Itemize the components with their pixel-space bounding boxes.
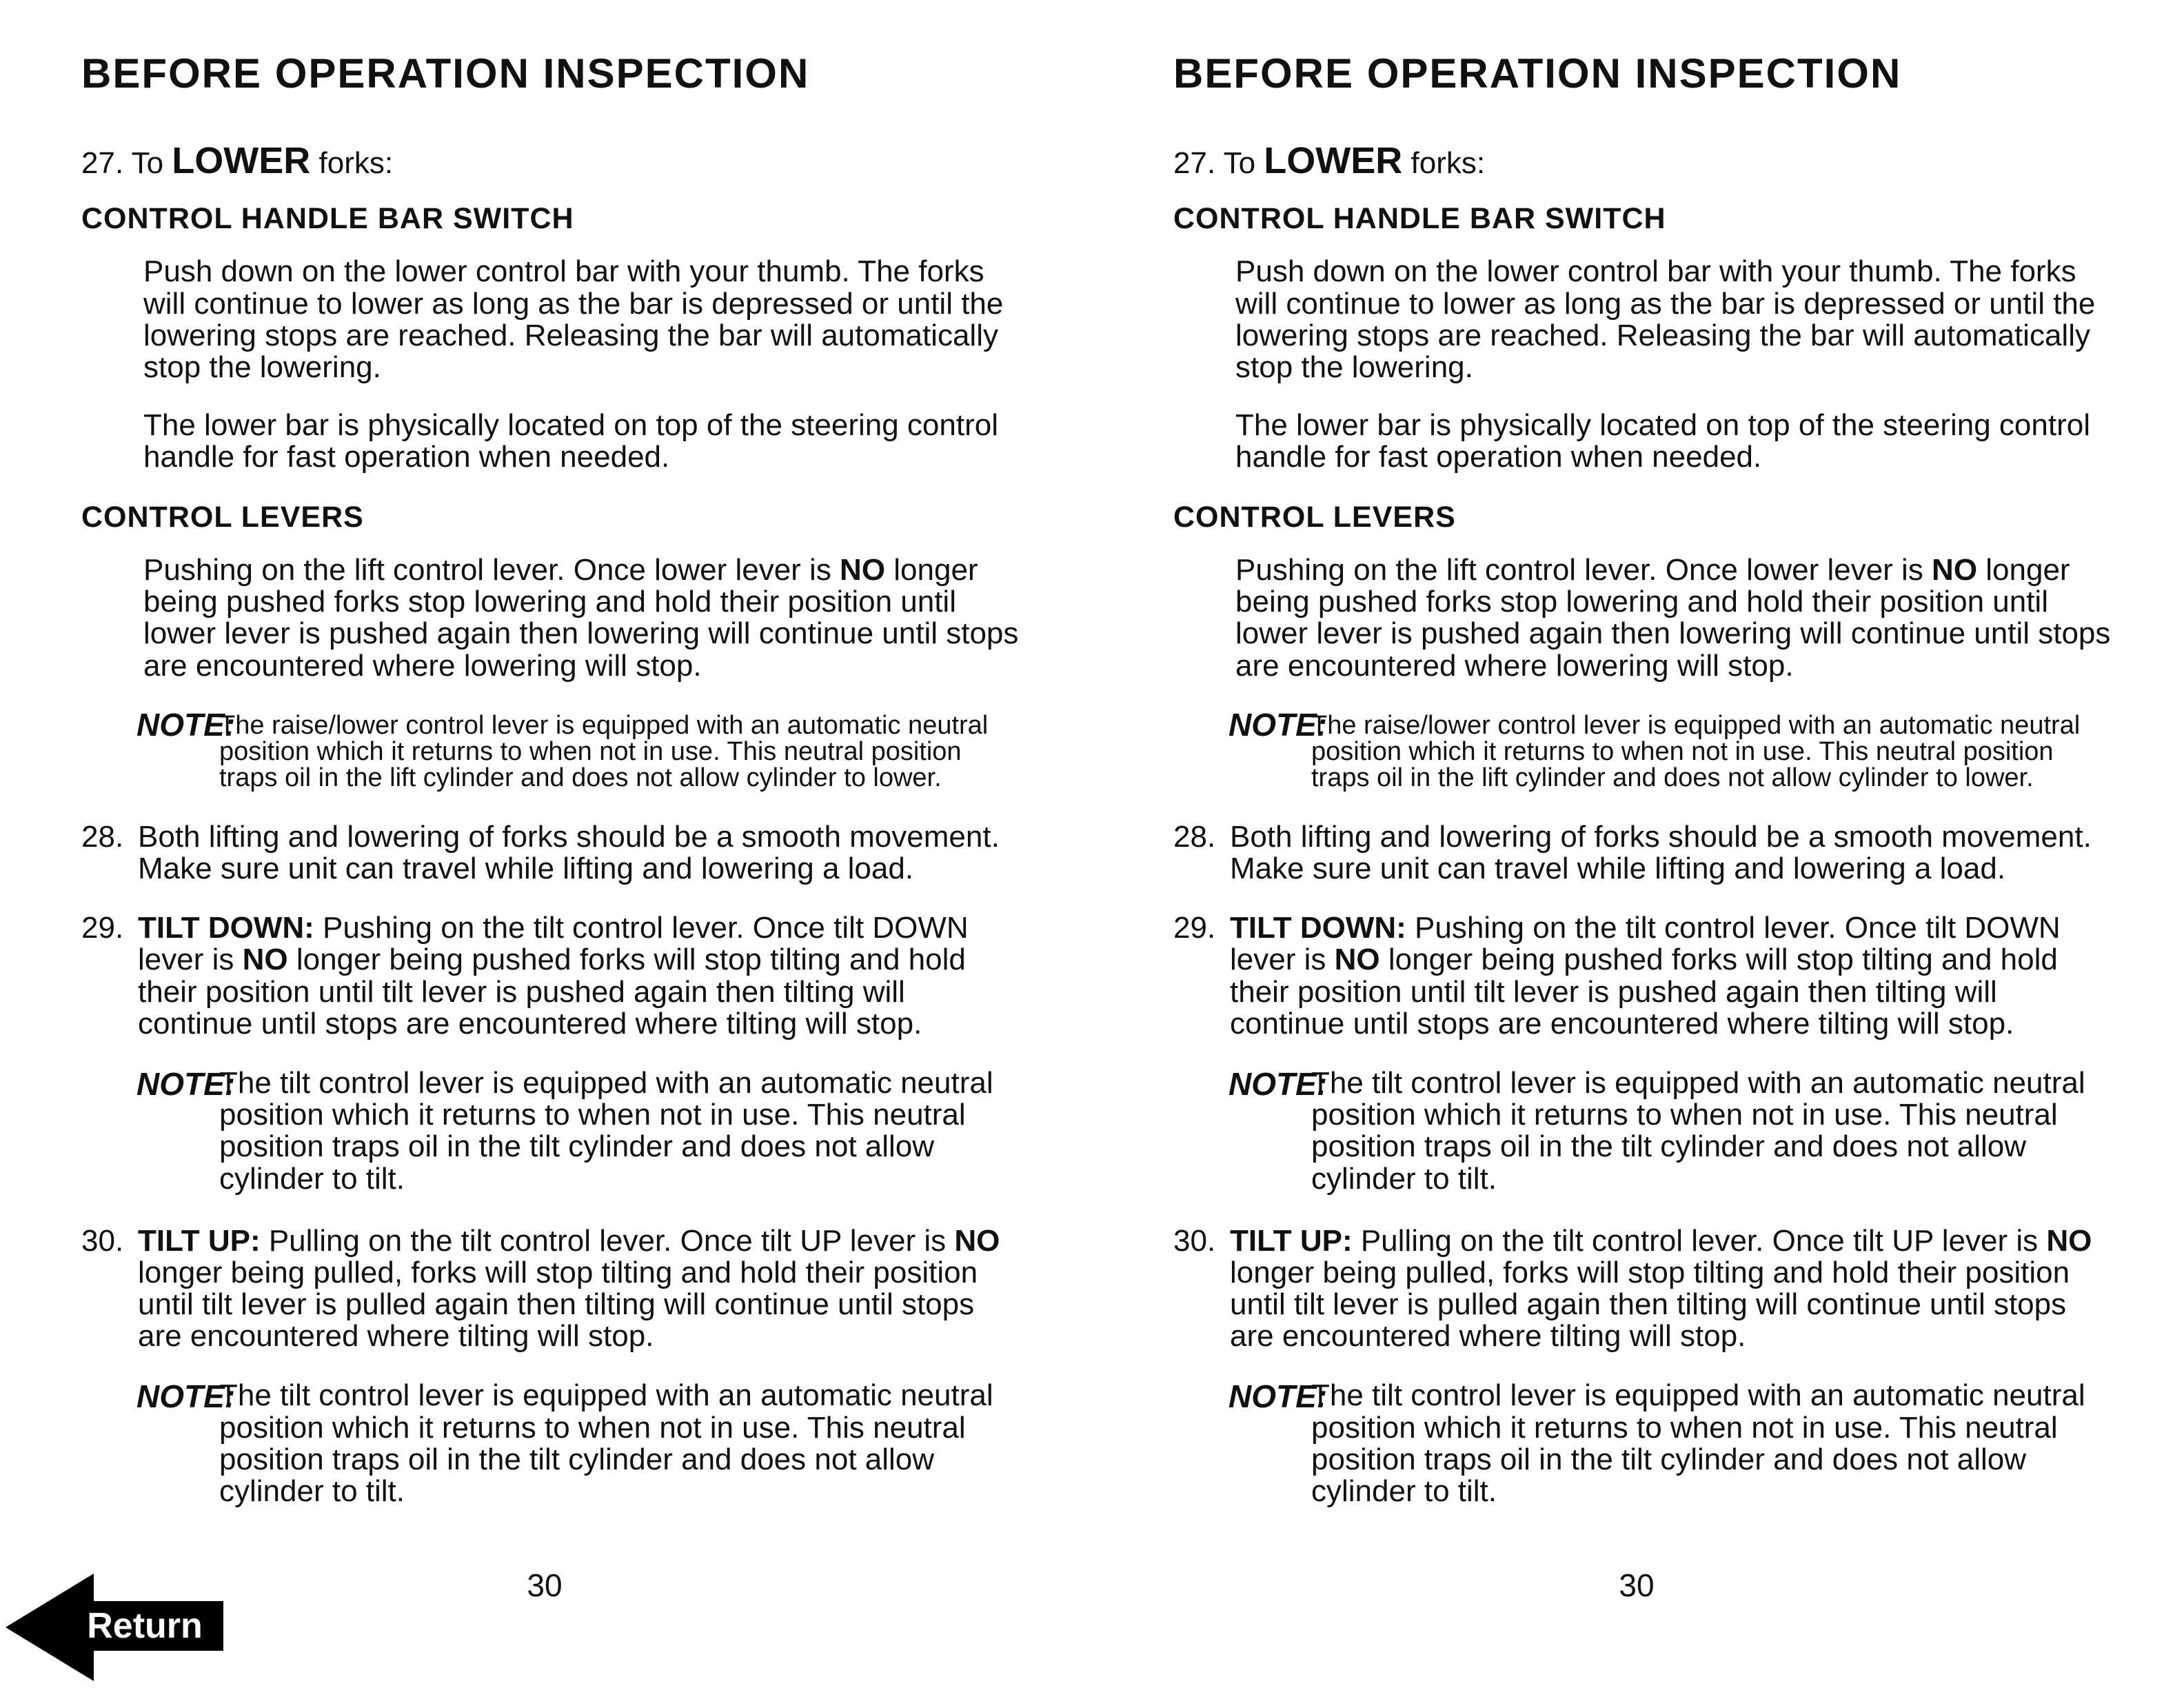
levers-text-b: longer being pushed forks stop lowering and hold their position until lower lever is pushed again then lowering will continue until stops are encountered where lowering will stop.	[143, 553, 1019, 683]
step-30-number: 30.	[81, 1223, 124, 1258]
step-27-lower: LOWER	[1264, 140, 1403, 181]
note-tilt-down-text: The tilt control lever is equipped with an automatic neutral position which it returns to when not in use. This neutral position traps oil in the tilt cylinder and does not allow cylinder to tilt.	[1311, 1065, 2085, 1196]
handle-bar-switch-heading: CONTROL HANDLE BAR SWITCH	[81, 201, 574, 235]
step-29-text-b: longer being pushed forks will stop tilting and hold their position until tilt lever is pushed again then tilting will continue until stops are encountered where tilting will stop.	[138, 943, 966, 1041]
step-28-number: 28.	[81, 819, 124, 854]
note-label: NOTE:	[1228, 706, 1328, 743]
right-page	[1092, 0, 2184, 1688]
step-29	[81, 912, 1033, 1040]
step-29-text-a: Pushing on the tilt control lever. Once tilt DOWN lever is	[1230, 911, 2061, 977]
step-27-suffix: forks:	[1402, 146, 1486, 180]
step-30-no: NO	[954, 1223, 1000, 1258]
step-29-text	[138, 912, 1033, 1040]
step-30-text	[138, 1225, 1033, 1353]
levers-no: NO	[840, 553, 886, 587]
handle-bar-switch-heading: CONTROL HANDLE BAR SWITCH	[1173, 201, 1666, 235]
return-button[interactable]	[6, 1574, 223, 1681]
note-lift	[81, 708, 1033, 791]
step-28	[1173, 821, 2125, 885]
step-30-no: NO	[2046, 1223, 2092, 1258]
step-30-text-a: Pulling on the tilt control lever. Once tilt UP lever is	[260, 1223, 955, 1258]
step-29-no: NO	[242, 943, 288, 977]
step-28-number: 28.	[1173, 819, 1216, 854]
tilt-up-label: TILT UP:	[1230, 1223, 1353, 1258]
page-number: 30	[1619, 1567, 1655, 1603]
step-30-text-a: Pulling on the tilt control lever. Once tilt UP lever is	[1352, 1223, 2047, 1258]
step-29-no: NO	[1334, 943, 1380, 977]
levers-no: NO	[1932, 553, 1978, 587]
step-27-prefix: 27. To	[1173, 146, 1264, 180]
return-label: Return	[87, 1606, 203, 1646]
step-28	[81, 821, 1033, 885]
note-label: NOTE:	[1228, 1065, 1328, 1102]
note-lift	[1173, 708, 2125, 791]
note-label: NOTE:	[136, 1378, 236, 1415]
control-levers-heading: CONTROL LEVERS	[81, 500, 364, 534]
step-27-heading	[1173, 139, 2125, 183]
note-tilt-down	[1173, 1067, 2125, 1195]
step-28-text: Both lifting and lowering of forks should be a smooth movement. Make sure unit can travel while lifting and lowering a load.	[1230, 819, 2092, 886]
note-tilt-up	[1173, 1380, 2125, 1507]
note-label: NOTE:	[1228, 1378, 1328, 1415]
page-number: 30	[527, 1567, 563, 1603]
step-29-text	[1230, 912, 2125, 1040]
step-28-text: Both lifting and lowering of forks should be a smooth movement. Make sure unit can travel while lifting and lowering a load.	[138, 819, 1000, 886]
note-tilt-down	[81, 1067, 1033, 1195]
note-tilt-down-text: The tilt control lever is equipped with an automatic neutral position which it returns to when not in use. This neutral position traps oil in the tilt cylinder and does not allow cylinder to tilt.	[219, 1065, 993, 1196]
note-label: NOTE:	[136, 706, 236, 743]
page-title: BEFORE OPERATION INSPECTION	[81, 50, 810, 97]
note-tilt-up	[81, 1380, 1033, 1507]
handle-bar-paragraph-2: The lower bar is physically located on top of the steering control handle for fast operation when needed.	[1235, 408, 2090, 474]
step-29-text-a: Pushing on the tilt control lever. Once tilt DOWN lever is	[138, 911, 969, 977]
step-29-number: 29.	[1173, 911, 1216, 945]
step-30	[81, 1225, 1033, 1353]
step-29-number: 29.	[81, 911, 124, 945]
levers-text-a: Pushing on the lift control lever. Once lower lever is	[1235, 553, 1932, 587]
tilt-up-label: TILT UP:	[138, 1223, 261, 1258]
step-27-suffix: forks:	[310, 146, 394, 180]
tilt-down-label: TILT DOWN:	[1230, 911, 1406, 945]
levers-text-a: Pushing on the lift control lever. Once lower lever is	[143, 553, 840, 587]
right-page-content	[1173, 50, 2125, 1538]
handle-bar-paragraph-1: Push down on the lower control bar with your thumb. The forks will continue to lower as long as the bar is depressed or until the lowering stops are reached. Releasing the bar will automatically stop the lowering.	[1235, 254, 2096, 384]
tilt-down-label: TILT DOWN:	[138, 911, 314, 945]
step-30-number: 30.	[1173, 1223, 1216, 1258]
control-levers-paragraph	[81, 554, 1033, 682]
control-levers-paragraph	[1173, 554, 2125, 682]
step-30-text	[1230, 1225, 2125, 1353]
control-levers-heading: CONTROL LEVERS	[1173, 500, 1456, 534]
levers-text-b: longer being pushed forks stop lowering and hold their position until lower lever is pushed again then lowering will continue until stops are encountered where lowering will stop.	[1235, 553, 2111, 683]
note-tilt-up-text: The tilt control lever is equipped with an automatic neutral position which it returns to when not in use. This neutral position traps oil in the tilt cylinder and does not allow cylinder to tilt.	[1311, 1378, 2085, 1509]
left-page-content	[81, 50, 1033, 1538]
step-27-prefix: 27. To	[81, 146, 172, 180]
step-30	[1173, 1225, 2125, 1353]
note-tilt-up-text: The tilt control lever is equipped with an automatic neutral position which it returns to when not in use. This neutral position traps oil in the tilt cylinder and does not allow cylinder to tilt.	[219, 1378, 993, 1509]
note-lift-text: The raise/lower control lever is equipped with an automatic neutral position which it returns to when not in use. This neutral position traps oil in the lift cylinder and does not allow cylinder to lower.	[219, 710, 989, 792]
step-29-text-b: longer being pushed forks will stop tilting and hold their position until tilt lever is pushed again then tilting will continue until stops are encountered where tilting will stop.	[1230, 943, 2058, 1041]
step-30-text-b: longer being pulled, forks will stop tilting and hold their position until tilt lever is pulled again then tilting will continue until stops are encountered where tilting will stop.	[138, 1255, 978, 1354]
step-27-lower: LOWER	[172, 140, 311, 181]
step-29	[1173, 912, 2125, 1040]
step-30-text-b: longer being pulled, forks will stop tilting and hold their position until tilt lever is pulled again then tilting will continue until stops are encountered where tilting will stop.	[1230, 1255, 2070, 1354]
handle-bar-paragraph-2: The lower bar is physically located on top of the steering control handle for fast operation when needed.	[143, 408, 998, 474]
step-27-heading	[81, 139, 1033, 183]
note-label: NOTE:	[136, 1065, 236, 1102]
handle-bar-paragraph-1: Push down on the lower control bar with your thumb. The forks will continue to lower as long as the bar is depressed or until the lowering stops are reached. Releasing the bar will automatically stop the lowering.	[143, 254, 1004, 384]
note-lift-text: The raise/lower control lever is equipped with an automatic neutral position which it returns to when not in use. This neutral position traps oil in the lift cylinder and does not allow cylinder to lower.	[1311, 710, 2081, 792]
page-title: BEFORE OPERATION INSPECTION	[1173, 50, 1902, 97]
